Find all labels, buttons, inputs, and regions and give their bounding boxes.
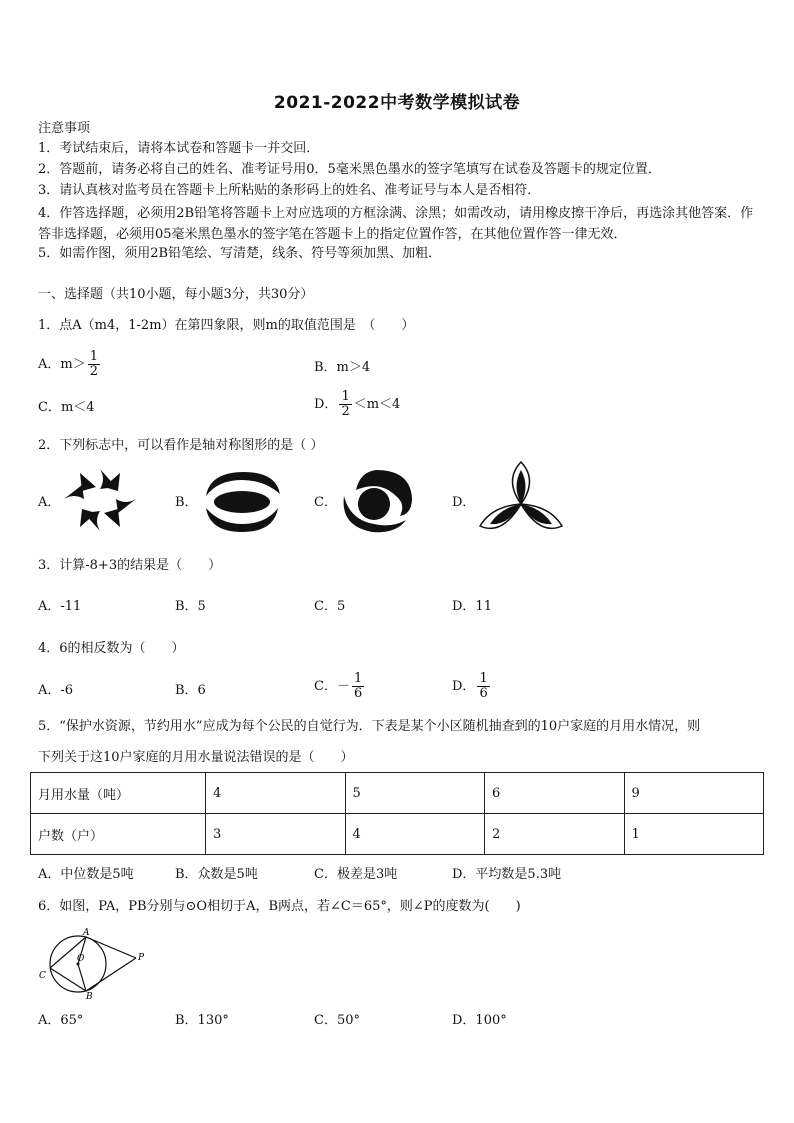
q4-option-d: D． $\frac{1}{6}$	[452, 671, 488, 701]
q6-option-b: B．130°	[175, 1013, 229, 1028]
table-cell: 5	[345, 773, 485, 814]
point-label-a: A	[83, 928, 90, 938]
point-label-b: B	[86, 992, 93, 1000]
q3-option-b: B．5	[175, 599, 206, 614]
question-6-stem: 6．如图，PA，PB分别与⊙O相切于A，B两点，若∠C＝65°，则∠P的度数为( )	[38, 899, 521, 914]
notice-heading: 注意事项	[38, 121, 91, 136]
q1-option-a: A．m＞ $\frac{1}{2}$	[38, 349, 98, 379]
question-3-stem: 3．计算-8+3的结果是（ ）	[38, 558, 222, 573]
point-label-p: P	[138, 953, 145, 963]
trefoil-logo-icon	[476, 460, 566, 542]
point-label-o: O	[77, 954, 85, 964]
notice-item: 4．作答选择题，必须用2B铅笔将答题卡上对应选项的方框涂满、涂黑；如需改动，请用橡皮擦干净后，再选涂其他答案．作答非选择题，必须用05毫米黑色墨水的签字笔在答题卡上的指定位置作答，在其他位置作答一律无效．	[38, 206, 754, 242]
notice-item: 3．请认真核对监考员在答题卡上所粘贴的条形码上的姓名、准考证号与本人是否相符．	[38, 183, 541, 198]
table-cell: 月用水量（吨）	[31, 773, 206, 814]
section-heading: 一、选择题（共10小题，每小题3分，共30分）	[38, 287, 314, 302]
q1-option-b: B．m＞4	[314, 360, 371, 375]
q2-option-c-label: C．	[314, 495, 337, 510]
q4-option-c: C．－ $\frac{1}{6}$	[314, 671, 363, 701]
q3-option-c: C．5	[314, 599, 346, 614]
table-cell: 户数（户）	[31, 814, 206, 855]
table-cell: 4	[206, 773, 346, 814]
table-row	[31, 814, 764, 855]
page-title: 2021-2022中考数学模拟试卷	[273, 93, 521, 113]
q5-option-b: B．众数是5吨	[175, 867, 258, 882]
question-1-stem: 1．点A（m4，1-2m）在第四象限，则m的取值范围是 （ ）	[38, 318, 415, 333]
q2-option-d-label: D．	[452, 495, 476, 510]
q3-option-a: A．-11	[38, 599, 82, 614]
table-cell: 2	[485, 814, 625, 855]
table-cell: 3	[206, 814, 346, 855]
pinwheel-logo-icon	[60, 465, 140, 535]
q5-option-d: D．平均数是5.3吨	[452, 867, 562, 882]
q6-option-c: C．50°	[314, 1013, 360, 1028]
question-5-stem: 5．“保护水资源，节约用水”应成为每个公民的自觉行为．下表是某个小区随机抽查到的10户家庭的月用水情况，则	[38, 719, 701, 734]
table-row	[31, 773, 764, 814]
q2-option-b-label: B．	[175, 495, 198, 510]
table-cell: 6	[485, 773, 625, 814]
oval-arcs-logo-icon	[200, 468, 284, 536]
q4-option-b: B．6	[175, 683, 206, 698]
q5-option-a: A．中位数是5吨	[38, 867, 134, 882]
notice-item: 2．答题前，请务必将自己的姓名、准考证号用0．5毫米黑色墨水的签字笔填写在试卷及答题卡的规定位置．	[38, 162, 661, 177]
q1-option-c: C．m＜4	[38, 400, 95, 415]
notice-item: 5．如需作图，须用2B铅笔绘、写清楚，线条、符号等须加黑、加粗．	[38, 246, 442, 261]
table-cell: 4	[345, 814, 485, 855]
q6-option-a: A．65°	[38, 1013, 84, 1028]
notice-item: 1．考试结束后，请将本试卷和答题卡一并交回．	[38, 141, 320, 156]
tangent-circle-figure	[36, 926, 156, 1000]
question-4-stem: 4．6的相反数为（ ）	[38, 641, 185, 656]
table-cell: 1	[624, 814, 764, 855]
swirl-circle-logo-icon	[336, 466, 416, 536]
q2-option-a-label: A．	[38, 495, 61, 510]
q6-option-d: D．100°	[452, 1013, 507, 1028]
point-label-c: C	[39, 971, 46, 981]
water-usage-table	[30, 772, 764, 855]
q1-option-d: D． $\frac{1}{2}$ ＜m＜4	[314, 389, 401, 419]
question-5-stem-cont: 下列关于这10户家庭的月用水量说法错误的是（ ）	[38, 750, 354, 765]
q3-option-d: D．11	[452, 599, 492, 614]
q4-option-a: A．-6	[38, 683, 74, 698]
table-cell: 9	[624, 773, 764, 814]
q5-option-c: C．极差是3吨	[314, 867, 398, 882]
question-2-stem: 2．下列标志中，可以看作是轴对称图形的是（ ）	[38, 438, 324, 453]
